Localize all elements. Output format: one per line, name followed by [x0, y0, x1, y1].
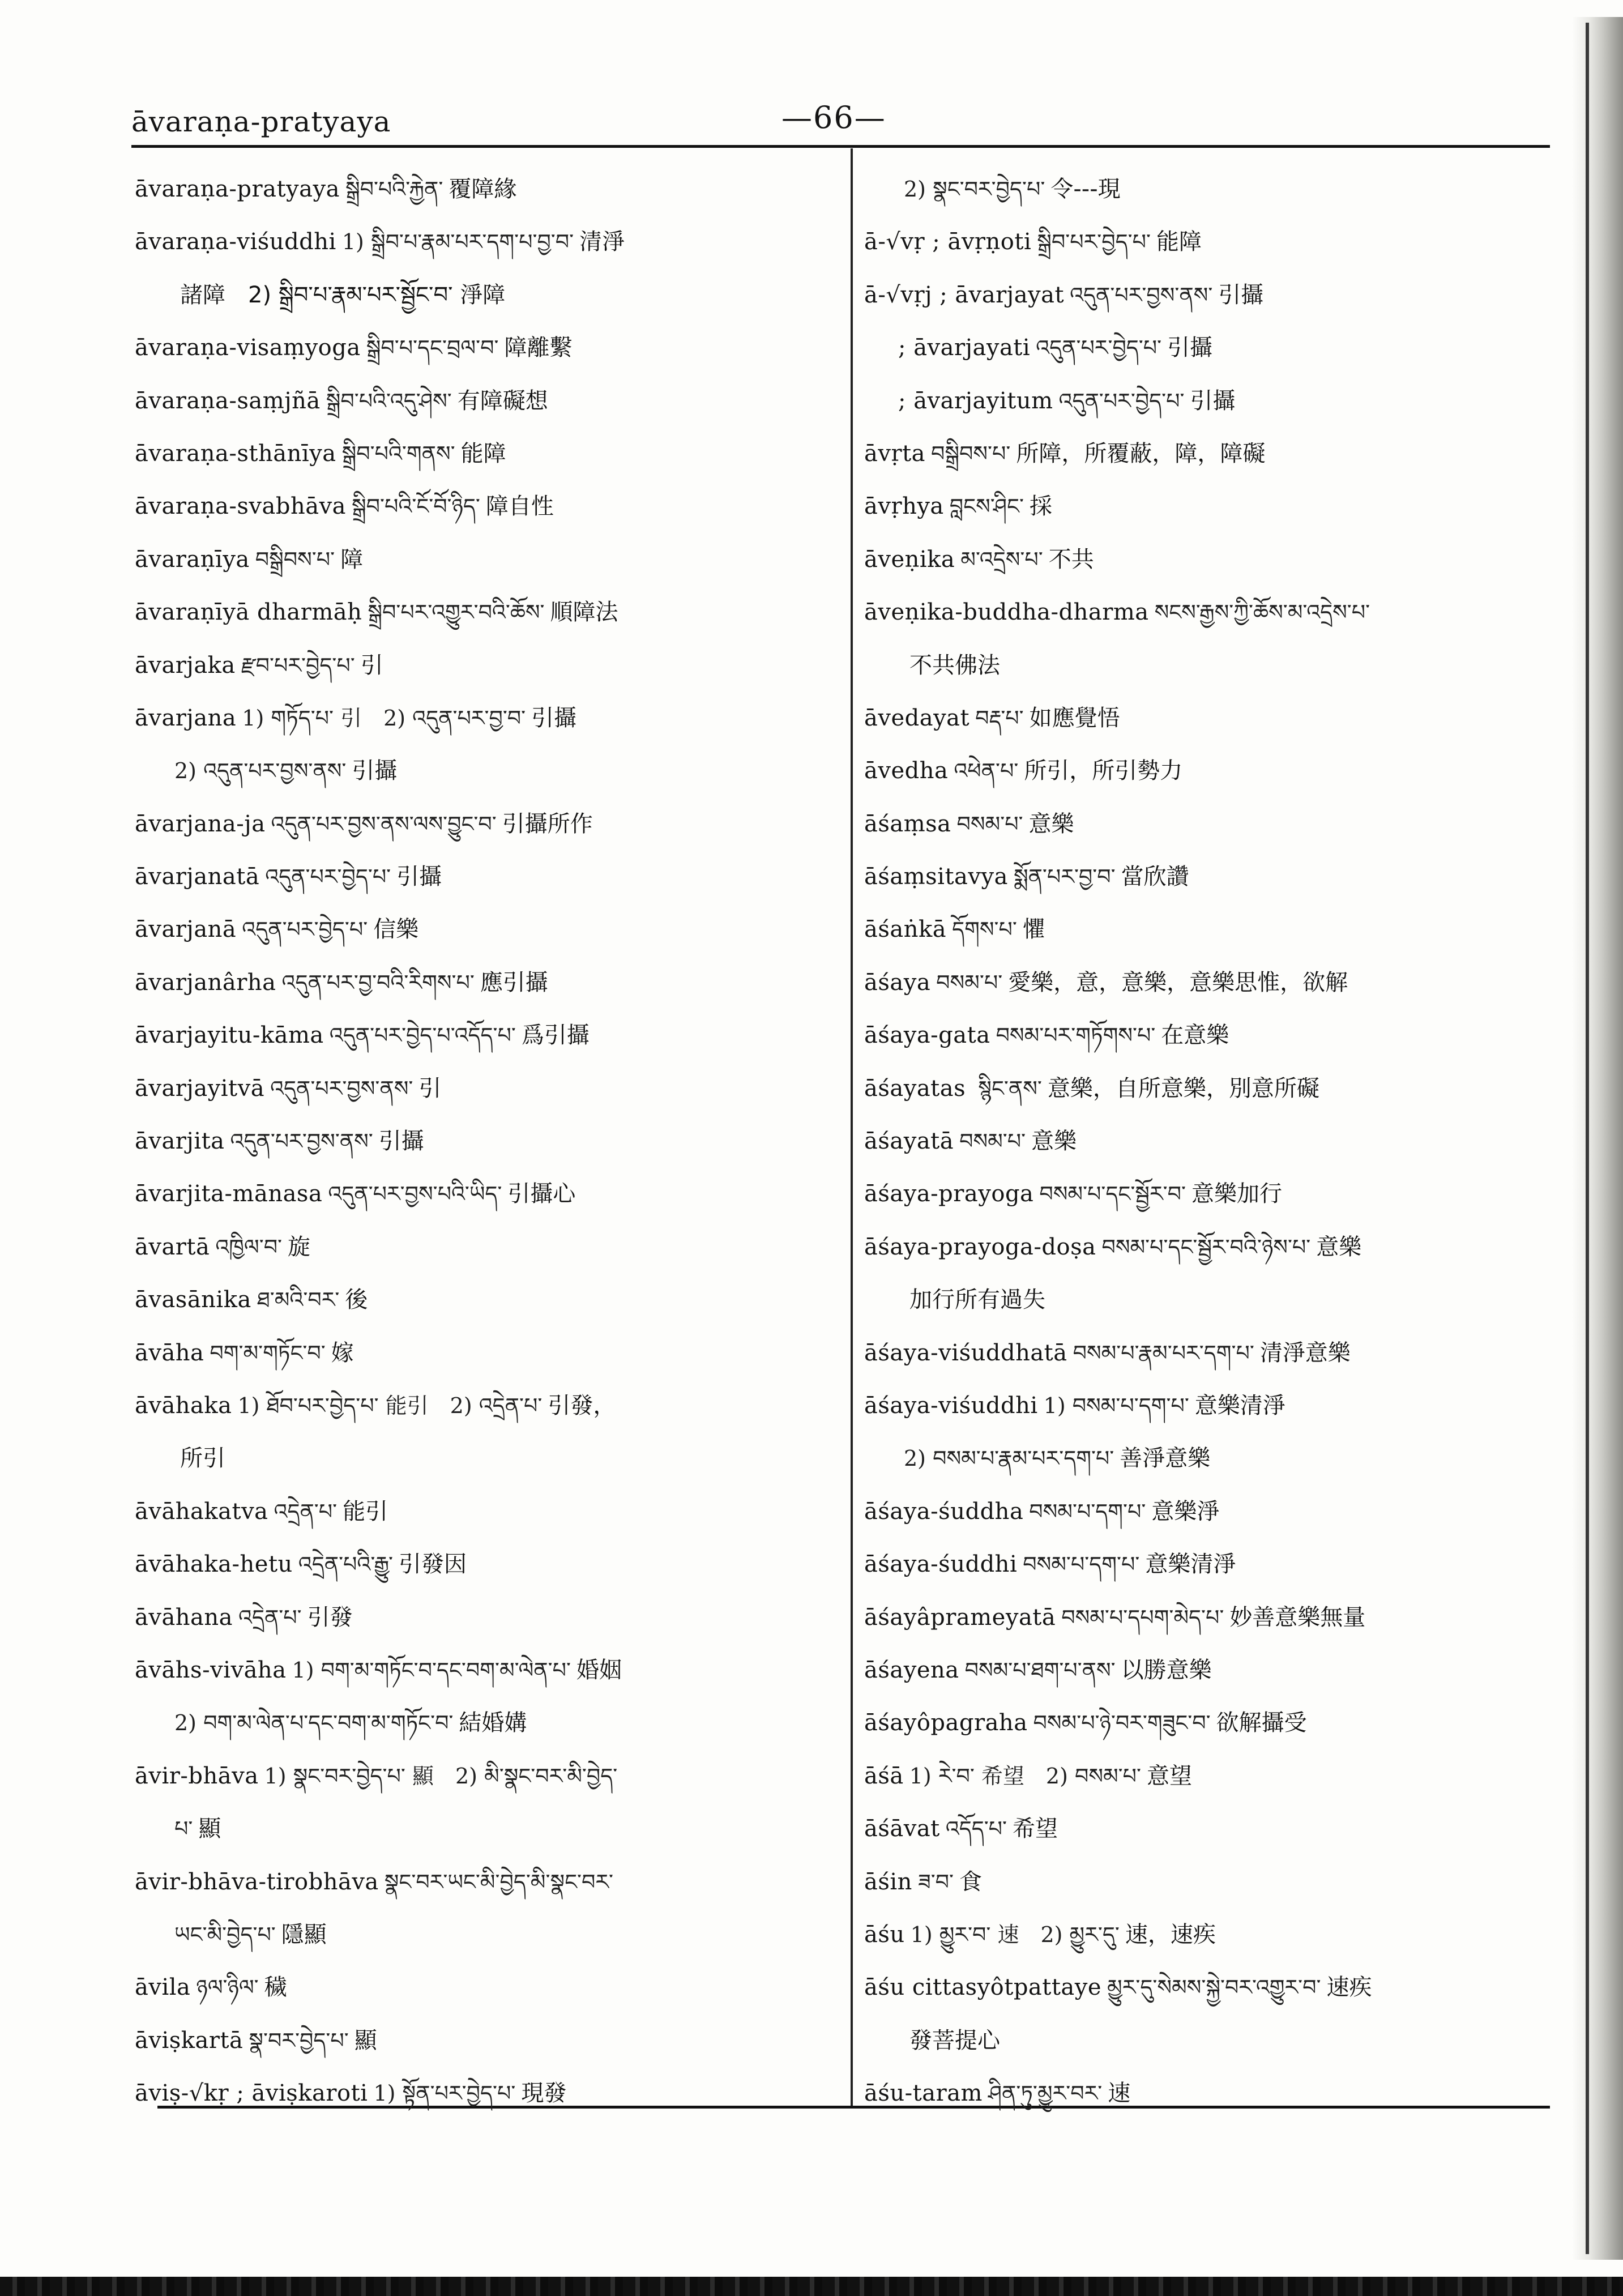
dictionary-entry [135, 586, 837, 639]
chinese-equivalent: 應引攝 [480, 969, 548, 996]
sanskrit-headword: āvaraṇīya [135, 546, 250, 573]
entry-continuation [135, 269, 837, 322]
tibetan-equivalent: པ་ [174, 1816, 193, 1842]
sanskrit-headword: āśu [864, 1921, 905, 1948]
dictionary-entry [864, 1538, 1538, 1591]
chinese-equivalent: 清淨 [579, 229, 625, 255]
tibetan-equivalent: སྒྲིབ་པར་བྱེད་པ་ [1037, 229, 1151, 255]
sanskrit-headword: ā-√vṛj ; āvarjayat [864, 281, 1065, 308]
chinese-equivalent: 引 [418, 1075, 442, 1102]
sanskrit-headword: āviṣkartā [135, 2027, 244, 2054]
chinese-equivalent: 不共 [1048, 546, 1094, 573]
chinese-equivalent: 引攝所作 [502, 810, 593, 837]
tibetan-equivalent: དོགས་པ་ [952, 917, 1017, 942]
dictionary-entry [864, 745, 1538, 797]
tibetan-equivalent: སྒྲིབ་པའི་རྐྱེན་ [345, 177, 443, 202]
tibetan-equivalent: བསམ་པར་གཏོགས་པ་ [996, 1023, 1156, 1048]
chinese-equivalent: 意樂 [1316, 1234, 1362, 1260]
entry-continuation [864, 322, 1538, 374]
chinese-equivalent: 覆障緣 [449, 176, 517, 202]
chinese-equivalent: 欲解攝受 [1216, 1710, 1307, 1736]
dictionary-entry [864, 1591, 1538, 1644]
chinese-equivalent: 意樂 [1031, 1128, 1077, 1155]
chinese-equivalent: 顯 [354, 2027, 377, 2054]
sanskrit-headword: āvarjita-mānasa [135, 1181, 323, 1207]
chinese-equivalent: 令---現 [1050, 176, 1121, 202]
chinese-equivalent: 諸障 2) སྒྲིབ་པ་རྣམ་པར་སྦྱོང་བ་ 淨障 [180, 281, 506, 308]
entry-continuation [135, 1432, 837, 1485]
column-divider [851, 148, 853, 2107]
sanskrit-headword: āśaya [864, 969, 931, 996]
sanskrit-headword: āvarjayitu-kāma [135, 1022, 324, 1049]
dictionary-entry [864, 1644, 1538, 1697]
chinese-equivalent: 能引 [343, 1498, 388, 1525]
tibetan-equivalent: ཐ་མའི་བར་ [257, 1287, 340, 1313]
chinese-equivalent: 障 [340, 546, 364, 573]
dictionary-entry [135, 903, 837, 956]
sanskrit-headword: āśāvat [864, 1816, 940, 1842]
dictionary-entry [135, 1274, 837, 1326]
sanskrit-headword: āviṣ-√kṛ ; āviṣkaroti [135, 2080, 368, 2107]
tibetan-equivalent [169, 283, 180, 308]
sanskrit-headword: āśayôpagraha [864, 1710, 1028, 1736]
dictionary-entry [135, 798, 837, 851]
tibetan-equivalent: བསམ་པ་ཐག་པ་ནས་ [964, 1657, 1116, 1683]
chinese-equivalent: 引攝 [1190, 387, 1236, 414]
dictionary-entry [135, 1591, 837, 1644]
tibetan-equivalent: ཟ་བ་ [917, 1869, 954, 1894]
chinese-equivalent: 意樂 [1028, 810, 1074, 837]
sanskrit-headword: āśaya-śuddhi [864, 1551, 1018, 1578]
chinese-equivalent: 發菩提心 [909, 2027, 1000, 2054]
chinese-equivalent: 加行所有過失 [909, 1287, 1045, 1313]
dictionary-entry [864, 1750, 1538, 1803]
tibetan-equivalent: འཕེན་པ་ [954, 758, 1019, 784]
tibetan-equivalent: བསམ་པ་དང་སྦྱོར་བ་ [1039, 1181, 1186, 1207]
dictionary-entry [864, 1009, 1538, 1062]
dictionary-entry [135, 163, 837, 216]
dictionary-entry [864, 1486, 1538, 1538]
sanskrit-headword: āvarjayitvā [135, 1075, 265, 1102]
page-number: —66— [781, 100, 886, 135]
dictionary-entry [135, 1856, 837, 1909]
chinese-equivalent: 善淨意樂 [1120, 1445, 1211, 1472]
sanskrit-headword: āśayatas [864, 1075, 966, 1102]
dictionary-entry [864, 1380, 1538, 1432]
chinese-equivalent: 顯 [198, 1816, 221, 1842]
sanskrit-headword: āvarjita [135, 1128, 225, 1155]
sanskrit-headword: āśaya-prayoga-doṣa [864, 1234, 1096, 1260]
sanskrit-headword: āvila [135, 1974, 191, 2001]
chinese-equivalent: 如應覺悟 [1029, 705, 1120, 731]
chinese-equivalent: 障自性 [485, 493, 554, 520]
tibetan-equivalent: སྨོན་པར་བྱ་བ་ [1013, 864, 1116, 890]
tibetan-equivalent: འདུན་པར་བྱས་ནས་ [270, 1076, 413, 1101]
chinese-equivalent: 意樂清淨 [1145, 1551, 1236, 1578]
dictionary-entry [135, 2067, 837, 2120]
sanskrit-headword: āśayatā [864, 1128, 954, 1155]
chinese-equivalent: 後 [345, 1287, 368, 1313]
tibetan-equivalent: 1) སྒྲིབ་པ་རྣམ་པར་དག་པ་བྱ་བ་ [341, 229, 574, 255]
chinese-equivalent: 愛樂，意，意樂，意樂思惟，欲解 [1008, 969, 1348, 996]
dictionary-entry [135, 692, 837, 745]
dictionary-entry [135, 639, 837, 692]
sanskrit-headword: āśayâprameyatā [864, 1604, 1056, 1631]
dictionary-entry [864, 1909, 1538, 1961]
chinese-equivalent: 婚姻 [576, 1657, 622, 1683]
chinese-equivalent: 信樂 [373, 916, 419, 943]
dictionary-entry [864, 1803, 1538, 1855]
sanskrit-headword: āśaya-prayoga [864, 1181, 1034, 1207]
dictionary-entry [864, 1961, 1538, 2014]
dictionary-entry [864, 480, 1538, 533]
dictionary-entry [135, 480, 837, 533]
chinese-equivalent: 意望 [1146, 1762, 1192, 1789]
dictionary-entry [135, 1168, 837, 1220]
tibetan-equivalent: སྒྲིབ་པར་འགྱུར་བའི་ཆོས་ [368, 600, 545, 625]
entry-continuation [135, 1697, 837, 1749]
tibetan-equivalent: བརྡ་པ་ [975, 705, 1024, 731]
dictionary-entry [864, 1115, 1538, 1168]
dictionary-entry [135, 1750, 837, 1803]
chinese-equivalent: 能障 [1156, 229, 1202, 255]
sanskrit-headword: āvasānika [135, 1287, 251, 1313]
dictionary-entry [864, 692, 1538, 745]
chinese-equivalent: 所引 [180, 1445, 225, 1472]
tibetan-equivalent: ཡང་མི་བྱེད་པ་ [174, 1922, 276, 1947]
dictionary-entry [864, 851, 1538, 903]
chinese-equivalent: 懼 [1022, 916, 1045, 943]
chinese-equivalent: 順障法 [550, 599, 618, 626]
chinese-equivalent: 妙善意樂無量 [1229, 1604, 1366, 1631]
sanskrit-headword: āvarjanârha [135, 969, 276, 996]
tibetan-equivalent: འདུན་པར་བྱེད་པ་འདོད་པ་ [329, 1023, 516, 1048]
tibetan-equivalent: ཤིན་ཏུ་མྱུར་བར་ [988, 2081, 1103, 2106]
chinese-equivalent: 有障礙想 [457, 387, 548, 414]
entry-continuation [864, 639, 1538, 692]
right-column [864, 163, 1538, 2120]
entry-continuation [864, 375, 1538, 428]
tibetan-equivalent: འདུན་པར་བྱས་ནས་ལས་བྱུང་བ་ [271, 811, 497, 837]
sanskrit-headword: āvarjaka [135, 652, 236, 678]
tibetan-equivalent: 2) སྣང་བར་བྱེད་པ་ [904, 177, 1045, 202]
tibetan-equivalent: སངས་རྒྱས་ཀྱི་ཆོས་མ་འདྲེས་པ་ [1154, 600, 1370, 625]
sanskrit-headword: āśā [864, 1762, 904, 1789]
tibetan-equivalent: འདུན་པར་བྱས་ནས་ [230, 1129, 373, 1154]
tibetan-equivalent: བསམ་པ་ [956, 811, 1023, 837]
dictionary-entry [135, 957, 837, 1009]
tibetan-equivalent: མ་འདྲེས་པ་ [960, 547, 1043, 572]
tibetan-equivalent: འདྲེན་པ་ [238, 1604, 302, 1630]
sanskrit-headword: āvarjanatā [135, 864, 260, 890]
tibetan-equivalent: 1) བག་མ་གཏོང་བ་དང་བག་མ་ལེན་པ་ [292, 1657, 571, 1683]
chinese-equivalent: 意樂淨 [1151, 1498, 1220, 1525]
sanskrit-headword: āvir-bhāva [135, 1762, 259, 1789]
chinese-equivalent: 所障，所覆蔽，障，障礙 [1016, 440, 1266, 467]
sanskrit-headword: āveṇika-buddha-dharma [864, 599, 1149, 626]
sanskrit-headword: āvaraṇa-saṃjñā [135, 387, 321, 414]
dictionary-entry [864, 534, 1538, 586]
sanskrit-headword: āvaraṇa-visaṃyoga [135, 335, 361, 361]
sanskrit-headword: āvaraṇa-sthānīya [135, 440, 336, 467]
sanskrit-headword: āvaraṇa-viśuddhi [135, 229, 336, 255]
tibetan-equivalent: འདུན་པར་བྱ་བའི་རིགས་པ་ [281, 970, 475, 995]
tibetan-equivalent: ཉལ་ཉིལ་ [196, 1975, 259, 2000]
sanskrit-headword: āśu-taram [864, 2080, 983, 2107]
dictionary-entry [864, 216, 1538, 268]
tibetan-equivalent: སྣ་བར་བྱེད་པ་ [249, 2028, 349, 2053]
chinese-equivalent: 引發 [307, 1604, 353, 1631]
tibetan-equivalent: འཁྱིལ་བ་ [215, 1234, 283, 1260]
tibetan-equivalent: འདུན་པར་བྱེད་པ་ [265, 864, 391, 890]
sanskrit-headword: āśaṅkā [864, 916, 947, 943]
entry-continuation [135, 1803, 837, 1855]
tibetan-equivalent: བསམ་པ་དང་སྦྱོར་བའི་ཉེས་པ་ [1101, 1234, 1311, 1260]
sanskrit-headword: āvāhaka-hetu [135, 1551, 293, 1578]
entry-continuation [864, 1274, 1538, 1326]
tibetan-equivalent: འདུན་པར་བྱས་ནས་ [1070, 282, 1213, 308]
header-rule [131, 145, 1550, 148]
chinese-equivalent: 障離繫 [504, 335, 573, 361]
tibetan-equivalent: 1) རེ་བ་ 希望 2) བསམ་པ་ [909, 1763, 1141, 1789]
tibetan-equivalent: 1) སྟོན་པར་བྱེད་པ་ [373, 2081, 516, 2106]
sanskrit-headword: āśaṃsa [864, 810, 951, 837]
chinese-equivalent: 引攝 [531, 705, 577, 731]
tibetan-equivalent: 1) ཐོབ་པར་བྱེད་པ་ 能引 2) འདྲེན་པ་ [237, 1393, 543, 1418]
sanskrit-headword: āvaraṇīyā dharmāḥ [135, 599, 362, 626]
chinese-equivalent: 意樂，自所意樂，別意所礙 [1047, 1075, 1319, 1102]
chinese-equivalent: 在意樂 [1161, 1022, 1229, 1049]
dictionary-entry [135, 1538, 837, 1591]
tibetan-equivalent: རྫབ་པར་བྱེད་པ་ [241, 652, 355, 678]
sanskrit-headword: āśaya-gata [864, 1022, 990, 1049]
sanskrit-headword: āvir-bhāva-tirobhāva [135, 1868, 379, 1895]
tibetan-equivalent: འདོད་པ་ [945, 1816, 1007, 1842]
tibetan-equivalent: བསམ་པ་དག་པ་ [1029, 1499, 1146, 1524]
chinese-equivalent: 引攝心 [507, 1181, 576, 1207]
dictionary-entry [135, 534, 837, 586]
dictionary-entry [135, 1062, 837, 1115]
chinese-equivalent: 引攝 [1167, 335, 1213, 361]
tibetan-equivalent: འདུན་པར་བྱེད་པ་ [1036, 335, 1162, 361]
tibetan-equivalent: སྒྲིབ་པ་དང་བྲལ་བ་ [366, 335, 499, 361]
sanskrit-headword: āvāhs-vivāha [135, 1657, 287, 1683]
dictionary-entry [864, 798, 1538, 851]
tibetan-equivalent: འདྲེན་པའི་རྒྱུ་ [298, 1552, 394, 1577]
dictionary-entry [864, 1062, 1538, 1115]
chinese-equivalent: 引攝 [352, 758, 398, 784]
tibetan-equivalent: སྒྲིབ་པའི་གནས་ [341, 441, 455, 466]
dictionary-entry [135, 1961, 837, 2014]
chinese-equivalent: 速疾 [1326, 1974, 1372, 2001]
dictionary-entry [135, 216, 837, 268]
chinese-equivalent: 引攝 [378, 1128, 424, 1155]
tibetan-equivalent [898, 2028, 909, 2053]
dictionary-entry [864, 269, 1538, 322]
entry-continuation [135, 1909, 837, 1961]
sanskrit-headword: ; āvarjayati [898, 335, 1031, 361]
scan-bottom-band [0, 2277, 1623, 2296]
sanskrit-headword: āvaraṇa-svabhāva [135, 493, 347, 520]
tibetan-equivalent: བསྒྲིབས་པ་ [931, 441, 1011, 466]
scan-edge-line [1586, 23, 1589, 2254]
entry-continuation [864, 163, 1538, 216]
sanskrit-headword: āvedha [864, 758, 949, 784]
chinese-equivalent: 嫁 [331, 1339, 354, 1366]
chinese-equivalent: 以勝意樂 [1121, 1657, 1212, 1683]
left-column [135, 163, 837, 2120]
sanskrit-headword: āvedayat [864, 705, 970, 731]
sanskrit-headword: ; āvarjayitum [898, 387, 1053, 414]
tibetan-equivalent: བསྒྲིབས་པ་ [255, 547, 335, 572]
tibetan-equivalent: 1) སྣང་བར་བྱེད་པ་ 顯 2) མི་སྣང་བར་མི་བྱེད་ [264, 1763, 618, 1789]
chinese-equivalent: 結婚媾 [459, 1710, 527, 1736]
dictionary-entry [864, 586, 1538, 639]
chinese-equivalent: 不共佛法 [909, 652, 1000, 678]
sanskrit-headword: āśaṃsitavya [864, 864, 1008, 890]
sanskrit-headword: āśaya-viśuddhi [864, 1392, 1038, 1419]
chinese-equivalent: 清淨意樂 [1259, 1339, 1351, 1366]
entry-continuation [864, 2015, 1538, 2067]
dictionary-entry [135, 851, 837, 903]
scan-page-edge [1572, 17, 1623, 2260]
tibetan-equivalent: འདུན་པར་བྱེད་པ་ [242, 917, 368, 942]
tibetan-equivalent: འདྲེན་པ་ [274, 1499, 338, 1524]
sanskrit-headword: āvāhana [135, 1604, 233, 1631]
dictionary-entry [135, 1486, 837, 1538]
running-head: āvaraṇa-pratyaya [131, 105, 391, 138]
dictionary-entry [135, 2015, 837, 2067]
sanskrit-headword: āśaya-śuddha [864, 1498, 1024, 1525]
dictionary-entry [135, 1644, 837, 1697]
tibetan-equivalent: 1) མྱུར་བ་ 速 2) མྱུར་དུ་ [910, 1922, 1120, 1947]
dictionary-entry [135, 1380, 837, 1432]
sanskrit-headword: āvarjana-ja [135, 810, 266, 837]
tibetan-equivalent [898, 653, 909, 678]
sanskrit-headword: āśin [864, 1868, 912, 1895]
tibetan-equivalent: 2) བག་མ་ལེན་པ་དང་བག་མ་གཏོང་བ་ [174, 1710, 454, 1736]
chinese-equivalent: 引攝 [396, 864, 442, 890]
tibetan-equivalent: སྒྲིབ་པའི་འདུ་ཤེས་ [326, 388, 452, 413]
chinese-equivalent: 旋 [288, 1234, 311, 1260]
tibetan-equivalent: བག་མ་གཏོང་བ་ [210, 1340, 326, 1365]
dictionary-entry [135, 1327, 837, 1380]
tibetan-equivalent [898, 1287, 909, 1312]
dictionary-entry [864, 428, 1538, 480]
dictionary-entry [864, 1221, 1538, 1274]
sanskrit-headword: āvarjana [135, 705, 237, 731]
chinese-equivalent: 希望 [1013, 1816, 1058, 1842]
dictionary-entry [135, 1115, 837, 1168]
chinese-equivalent: 速，速疾 [1125, 1921, 1216, 1948]
dictionary-entry [864, 903, 1538, 956]
dictionary-entry [864, 1168, 1538, 1220]
tibetan-equivalent: སྣང་བར་ཡང་མི་བྱེད་མི་སྣང་བར་ [384, 1869, 614, 1894]
dictionary-entry [135, 322, 837, 374]
tibetan-equivalent: སྒྲིབ་པའི་ངོ་བོ་ཉིད་ [352, 494, 480, 519]
sanskrit-headword: āśaya-viśuddhatā [864, 1339, 1067, 1366]
tibetan-equivalent: འདུན་པར་བྱེད་པ་ [1058, 388, 1185, 413]
tibetan-equivalent: མྱུར་དུ་སེམས་སྐྱེ་བར་འགྱུར་བ་ [1107, 1975, 1321, 2000]
tibetan-equivalent: བླངས་ཤིང་ [949, 494, 1024, 519]
sanskrit-headword: āśayena [864, 1657, 959, 1683]
sanskrit-headword: āvāhaka [135, 1392, 232, 1419]
chinese-equivalent: 引發， [548, 1392, 616, 1419]
dictionary-entry [135, 1009, 837, 1062]
chinese-equivalent: 食 [959, 1868, 983, 1895]
sanskrit-headword: āvaraṇa-pratyaya [135, 176, 340, 202]
dictionary-entry [864, 1327, 1538, 1380]
chinese-equivalent: 能障 [460, 440, 506, 467]
tibetan-equivalent: བསམ་པ་དག་པ་ [1023, 1552, 1140, 1577]
sanskrit-headword: āvṛta [864, 440, 925, 467]
sanskrit-headword: āvartā [135, 1234, 210, 1260]
dictionary-entry [864, 957, 1538, 1009]
sanskrit-headword: āvāhakatva [135, 1498, 268, 1525]
chinese-equivalent: 隱顯 [281, 1921, 327, 1948]
tibetan-equivalent: འདུན་པར་བྱས་པའི་ཡིད་ [328, 1181, 502, 1207]
dictionary-entry [864, 1697, 1538, 1749]
sanskrit-headword: āvṛhya [864, 493, 944, 520]
tibetan-equivalent: སྙིང་ནས་ [971, 1076, 1042, 1101]
dictionary-entry [864, 2067, 1538, 2120]
tibetan-equivalent: བསམ་པ་ཉེ་བར་གཟུང་བ་ [1033, 1710, 1211, 1736]
tibetan-equivalent: 1) གཏོད་པ་ 引 2) འདུན་པར་བྱ་བ་ [242, 705, 526, 731]
chinese-equivalent: 採 [1029, 493, 1052, 520]
dictionary-entry [135, 428, 837, 480]
dictionary-entry [135, 1221, 837, 1274]
tibetan-equivalent: བསམ་པ་དཔག་མེད་པ་ [1061, 1604, 1224, 1630]
sanskrit-headword: āvarjanā [135, 916, 237, 943]
chinese-equivalent: 引攝 [1218, 281, 1264, 308]
sanskrit-headword: āvāha [135, 1339, 204, 1366]
tibetan-equivalent: 2) འདུན་པར་བྱས་ནས་ [174, 758, 347, 784]
chinese-equivalent: 意樂加行 [1191, 1181, 1282, 1207]
chinese-equivalent: 意樂清淨 [1194, 1392, 1285, 1419]
dictionary-entry [864, 1856, 1538, 1909]
sanskrit-headword: āveṇika [864, 546, 955, 573]
chinese-equivalent: 引發因 [399, 1551, 467, 1578]
chinese-equivalent: 穢 [264, 1974, 287, 2001]
chinese-equivalent: 所引，所引勢力 [1024, 758, 1183, 784]
tibetan-equivalent: 2) བསམ་པ་རྣམ་པར་དག་པ་ [904, 1446, 1114, 1471]
chinese-equivalent: 現發 [521, 2080, 567, 2107]
chinese-equivalent: 爲引攝 [521, 1022, 590, 1049]
sanskrit-headword: ā-√vṛ ; āvṛṇoti [864, 229, 1032, 255]
chinese-equivalent: 引 [360, 652, 383, 678]
entry-continuation [864, 1432, 1538, 1485]
dictionary-entry [135, 375, 837, 428]
chinese-equivalent: 當欣讚 [1121, 864, 1189, 890]
tibetan-equivalent [169, 1446, 180, 1471]
tibetan-equivalent: 1) བསམ་པ་དག་པ་ [1043, 1393, 1189, 1418]
chinese-equivalent: 速 [1108, 2080, 1131, 2107]
entry-continuation [135, 745, 837, 797]
tibetan-equivalent: བསམ་པ་ [936, 970, 1003, 995]
tibetan-equivalent: བསམ་པ་ [959, 1129, 1026, 1154]
sanskrit-headword: āśu cittasyôtpattaye [864, 1974, 1102, 2001]
tibetan-equivalent: བསམ་པ་རྣམ་པར་དག་པ་ [1073, 1340, 1254, 1365]
